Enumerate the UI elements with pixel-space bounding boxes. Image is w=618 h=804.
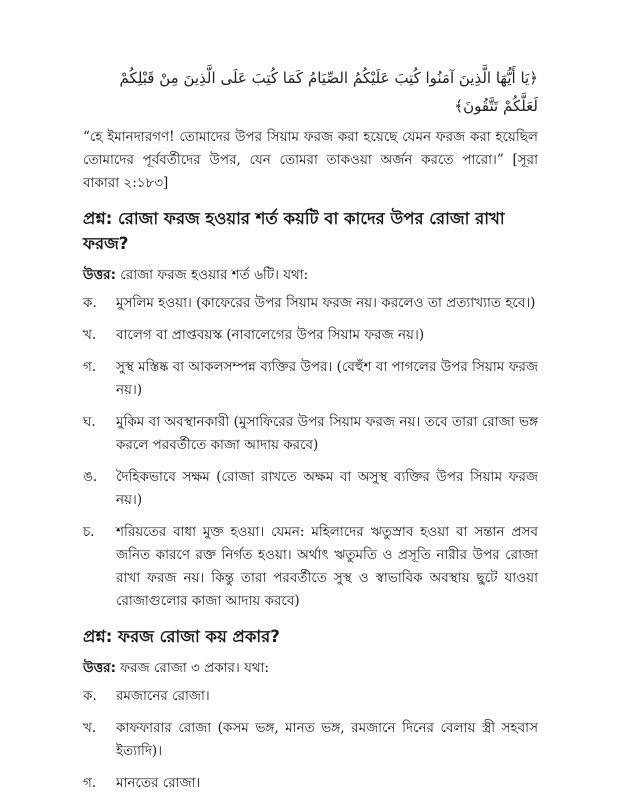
list-item bbox=[83, 356, 538, 402]
list-item bbox=[83, 466, 538, 512]
list-item bbox=[83, 324, 538, 347]
list-item-text: মুসলিম হওয়া। (কাফেরের উপর সিয়াম ফরজ নয়। করলেও তা প্রত্যাখ্যাত হবে।) bbox=[116, 295, 536, 311]
answer-label: উত্তর: bbox=[83, 267, 116, 283]
question-heading: প্রশ্ন: রোজা ফরজ হওয়ার শর্ত কয়টি বা কাদের উপর রোজা রাখা ফরজ? bbox=[83, 209, 505, 253]
list-item-text: রমজানের রোজা। bbox=[116, 688, 210, 704]
list-item bbox=[83, 411, 538, 457]
list-item bbox=[83, 685, 538, 708]
list-item-marker: ক. bbox=[83, 688, 97, 704]
list-item-text: মুকিম বা অবস্থানকারী (মুসাফিরের উপর সিয়াম ফরজ নয়। তবে তারা রোজা ভঙ্গ করলে পরবর্তীতে কাজা আদায় করবে) bbox=[116, 414, 538, 453]
list-item-text: দৈহিকভাবে সক্ষম (রোজা রাখতে অক্ষম বা অসুস্থ ব্যক্তির উপর সিয়াম ফরজ নয়।) bbox=[116, 469, 538, 508]
answer-label: উত্তর: bbox=[83, 660, 116, 676]
list-item-marker: গ. bbox=[83, 775, 97, 791]
verse-translation: “হে ইমানদারগণ! তোমাদের উপর সিয়াম ফরজ করা হয়েছে যেমন ফরজ করা হয়েছিল তোমাদের পূর্ববর্তীদের উপর, যেন তোমরা তাকওয়া অর্জন করতে পারো।” [সূরা বাকারা ২:১৮৩] bbox=[83, 129, 538, 191]
list-item-marker: চ. bbox=[83, 524, 95, 540]
page-content bbox=[83, 64, 538, 804]
list-item bbox=[83, 772, 538, 795]
list-item-text: মানতের রোজা। bbox=[116, 775, 201, 791]
list-item-text: বালেগ বা প্রাপ্তবয়স্ক (নাবালেগের উপর সিয়াম ফরজ নয়।) bbox=[116, 327, 425, 343]
list-item-marker: গ. bbox=[83, 359, 97, 375]
list-item-marker: ঙ. bbox=[83, 469, 98, 485]
types-list bbox=[83, 685, 538, 795]
answer-text: রোজা ফরজ হওয়ার শর্ত ৬টি। যথা: bbox=[116, 267, 309, 283]
list-item-marker: খ. bbox=[83, 720, 97, 736]
answer-intro bbox=[83, 657, 538, 679]
list-item-marker: ঘ. bbox=[83, 414, 96, 430]
answer-text: ফরজ রোজা ৩ প্রকার। যথা: bbox=[116, 660, 270, 676]
list-item-text: কাফফারার রোজা (কসম ভঙ্গ, মানত ভঙ্গ, রমজানে দিনের বেলায় স্ত্রী সহবাস ইত্যাদি)। bbox=[116, 720, 538, 759]
quran-verse-arabic: ﴿يَا أَيُّهَا الَّذِينَ آمَنُوا كُتِبَ عَلَيْكُمُ الصِّيَامُ كَمَا كُتِبَ عَلَى الَّذِينَ مِنْ قَبْلِكُمْ لَعَلَّكُمْ تَتَّقُونَ﴾ bbox=[119, 69, 538, 115]
list-item-marker: ক. bbox=[83, 295, 97, 311]
list-item-marker: খ. bbox=[83, 327, 97, 343]
list-item-text: শরিয়তের বাধা মুক্ত হওয়া। যেমন: মহিলাদের ঋতুস্রাব হওয়া বা সন্তান প্রসব জনিত কারণে রক্ত নির্গত হওয়া। অর্থাৎ ঋতুমতি ও প্রসূতি নারীর উপর রোজা রাখা ফরজ নয়। কিন্তু তারা পরবর্তীতে সুস্থ ও স্বাভাবিক অবস্থায় ছুটে যাওয়া রোজাগুলোর কাজা আদায় করবে) bbox=[116, 524, 538, 609]
conditions-list bbox=[83, 292, 538, 613]
list-item bbox=[83, 717, 538, 763]
list-item-text: সুস্থ মস্তিষ্ক বা আকলসম্পন্ন ব্যক্তির উপর। (বেহুঁশ বা পাগলের উপর সিয়াম ফরজ নয়।) bbox=[116, 359, 538, 398]
question-heading: প্রশ্ন: ফরজ রোজা কয় প্রকার? bbox=[83, 627, 280, 646]
answer-intro bbox=[83, 264, 538, 286]
list-item bbox=[83, 292, 538, 315]
list-item bbox=[83, 521, 538, 613]
